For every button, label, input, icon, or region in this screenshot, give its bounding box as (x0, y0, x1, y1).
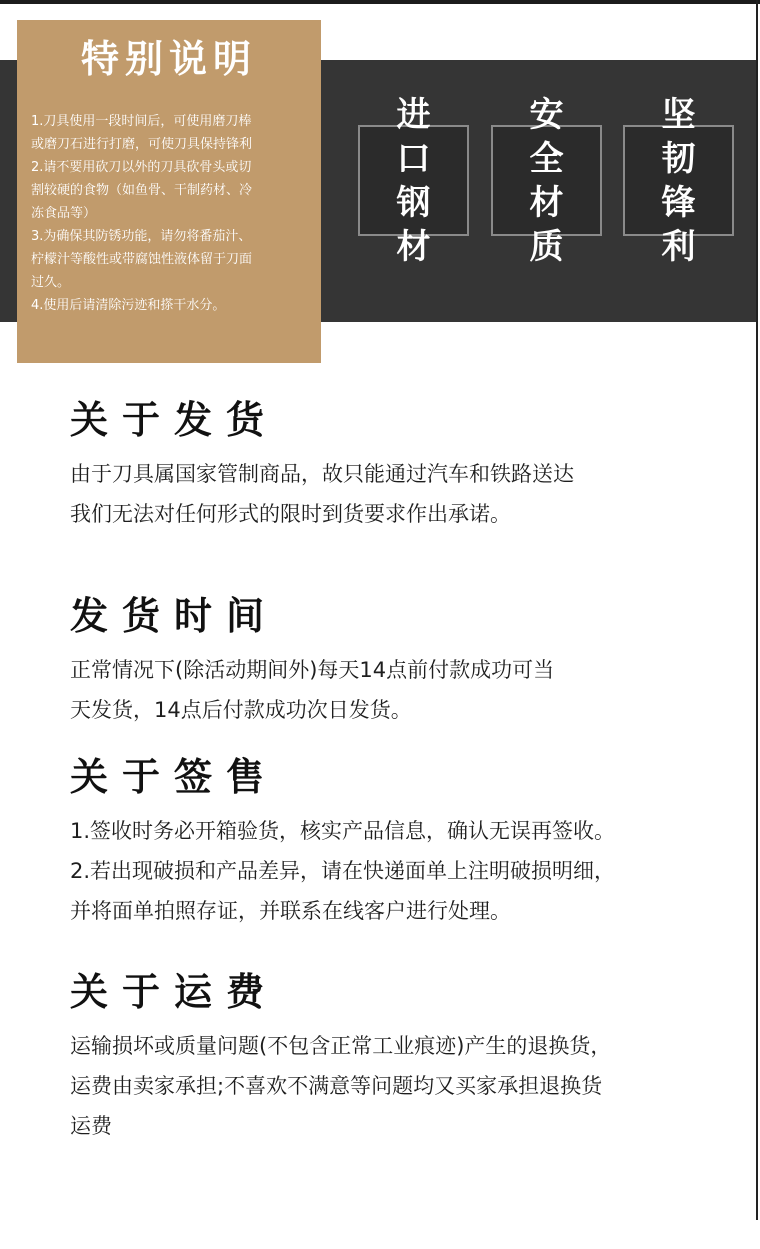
notice-line: 过久。 (31, 275, 71, 290)
section-body (70, 650, 730, 730)
badge-tough-sharp (623, 94, 734, 267)
section-body (70, 454, 730, 534)
body-line: 运费由卖家承担;不喜欢不满意等问题均又买家承担退换货 (70, 1074, 603, 1098)
body-line: 2.若出现破损和产品差异，请在快递面单上注明破损明细， (70, 859, 616, 883)
badge-imported-steel (358, 94, 469, 267)
right-border (756, 0, 758, 1220)
section-heading: 关于发货 (70, 397, 279, 442)
body-line: 运输损坏或质量问题(不包含正常工业痕迹)产生的退换货， (70, 1034, 612, 1058)
section-body (70, 1026, 730, 1146)
badge-text-line: 锋利 (661, 182, 710, 267)
notice-line: 冻食品等） (31, 206, 97, 221)
notice-line: 或磨刀石进行打磨，可使刀具保持锋利 (31, 137, 253, 152)
special-notice-card (17, 20, 321, 363)
notice-line: 2.请不要用砍刀以外的刀具砍骨头或切 (31, 160, 252, 175)
badge-text-line: 坚韧 (661, 94, 710, 179)
section-heading: 关于签售 (70, 754, 279, 799)
body-line: 我们无法对任何形式的限时到货要求作出承诺。 (70, 502, 511, 526)
section-shipping-time (70, 594, 730, 730)
notice-body (31, 110, 307, 317)
body-line: 运费 (70, 1114, 112, 1138)
body-line: 正常情况下(除活动期间外)每天14点前付款成功可当 (70, 658, 555, 682)
badge-text-line: 钢材 (396, 182, 445, 267)
body-line: 1.签收时务必开箱验货，核实产品信息，确认无误再签收。 (70, 819, 616, 843)
badge-text-line: 材质 (529, 182, 578, 267)
body-line: 并将面单拍照存证，并联系在线客户进行处理。 (70, 899, 511, 923)
notice-title: 特别说明 (80, 36, 257, 81)
notice-line: 割较硬的食物（如鱼骨、干制药材、冷 (31, 183, 253, 198)
section-shipping (70, 398, 730, 534)
badge-safe-material (491, 94, 602, 267)
section-body (70, 811, 730, 931)
notice-line: 3.为确保其防锈功能，请勿将番茄汁、 (31, 229, 252, 244)
body-line: 天发货，14点后付款成功次日发货。 (70, 698, 412, 722)
section-signing (70, 755, 730, 931)
body-line: 由于刀具属国家管制商品，故只能通过汽车和铁路送达 (70, 462, 574, 486)
notice-line: 柠檬汁等酸性或带腐蚀性液体留于刀面 (31, 252, 253, 267)
section-freight (70, 970, 730, 1146)
badge-text-line: 进口 (396, 94, 445, 179)
notice-line: 1.刀具使用一段时间后，可使用磨刀棒 (31, 114, 252, 129)
notice-line: 4.使用后请清除污迹和搽干水分。 (31, 298, 226, 313)
section-heading: 关于运费 (70, 969, 279, 1014)
badge-text-line: 安全 (529, 94, 578, 179)
section-heading: 发货时间 (70, 593, 279, 638)
top-border (0, 0, 760, 4)
